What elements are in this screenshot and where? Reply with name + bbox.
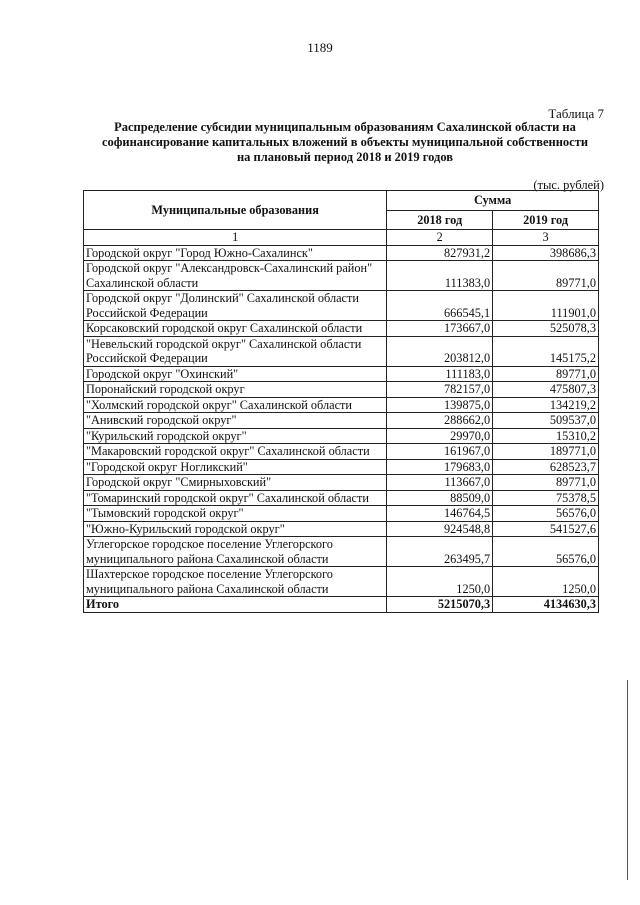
page-number: 1189	[307, 40, 333, 55]
municipality-name	[84, 444, 387, 460]
title-line: на плановый период 2018 и 2019 годов	[236, 150, 454, 164]
value-2018: 1250,0	[387, 567, 493, 597]
value-2018: 111183,0	[387, 366, 493, 382]
value-2019: 475807,3	[493, 382, 599, 398]
table-body	[84, 245, 599, 597]
municipality-name-line: Углегорское городское поселение Углегорского	[86, 537, 333, 551]
total-row	[84, 597, 599, 613]
municipality-name-line: "Анивский городской округ"	[86, 413, 237, 427]
municipality-name-line: "Курильский городской округ"	[86, 428, 247, 443]
value-2018: 29970,0	[387, 428, 493, 444]
municipality-name-line: "Городской округ Ногликский"	[86, 459, 248, 474]
municipality-name	[84, 397, 387, 413]
table-row	[84, 291, 599, 321]
municipality-name	[84, 428, 387, 444]
value-2018: 666545,1	[387, 291, 493, 321]
table-row	[84, 444, 599, 460]
value-2018: 179683,0	[387, 459, 493, 475]
value-2019: 134219,2	[493, 397, 599, 413]
municipality-name	[84, 336, 387, 366]
column-index: 2	[387, 230, 493, 246]
municipality-name-line: Шахтерское городское поселение Углегорского	[86, 567, 333, 581]
document-title	[85, 120, 605, 165]
municipality-name	[84, 245, 387, 261]
municipality-name	[84, 537, 387, 567]
value-2019: 111901,0	[493, 291, 599, 321]
column-index: 3	[493, 230, 599, 246]
municipality-name-line: Городской округ "Охинский"	[86, 366, 239, 381]
total-2019: 4134630,3	[493, 597, 599, 613]
municipality-name-line: Городской округ "Александровск-Сахалинский район"	[86, 261, 373, 275]
total-2018: 5215070,3	[387, 597, 493, 613]
value-2018: 173667,0	[387, 321, 493, 337]
value-2019: 89771,0	[493, 261, 599, 291]
municipality-name	[84, 321, 387, 337]
municipality-name	[84, 475, 387, 491]
table-row	[84, 261, 599, 291]
table-row	[84, 459, 599, 475]
subsidy-table	[83, 190, 599, 613]
municipality-name	[84, 291, 387, 321]
municipality-name-line: Российской Федерации	[86, 305, 208, 320]
value-2018: 827931,2	[387, 245, 493, 261]
municipality-name-line: Городской округ "Город Южно-Сахалинск"	[86, 245, 313, 260]
table-row	[84, 506, 599, 522]
municipality-name-line: Сахалинской области	[86, 275, 199, 290]
table-row	[84, 397, 599, 413]
municipality-name-line: муниципального района Сахалинской области	[86, 551, 329, 566]
value-2019: 75378,5	[493, 490, 599, 506]
header-municipality: Муниципальные образования	[84, 191, 387, 230]
municipality-name-line: Городской округ "Долинский" Сахалинской области	[86, 291, 359, 305]
municipality-name	[84, 521, 387, 537]
title-line: Распределение субсидии муниципальным образованиям Сахалинской области на	[114, 120, 576, 134]
municipality-name-line: Российской Федерации	[86, 351, 208, 365]
value-2019: 89771,0	[493, 475, 599, 491]
value-2018: 88509,0	[387, 490, 493, 506]
municipality-name	[84, 459, 387, 475]
municipality-name-line: "Холмский городской округ" Сахалинской области	[86, 397, 353, 412]
value-2019: 56576,0	[493, 506, 599, 522]
table-row	[84, 490, 599, 506]
municipality-name-line: муниципального района Сахалинской области	[86, 581, 329, 596]
municipality-name	[84, 261, 387, 291]
unit-note: (тыс. рублей)	[533, 178, 604, 192]
municipality-name-line: "Южно-Курильский городской округ"	[86, 521, 285, 536]
value-2018: 263495,7	[387, 537, 493, 567]
municipality-name	[84, 366, 387, 382]
municipality-name-line: "Невельский городской округ" Сахалинской области	[86, 336, 362, 351]
municipality-name-line: Поронайский городской округ	[86, 382, 245, 396]
municipality-name	[84, 382, 387, 398]
value-2019: 56576,0	[493, 537, 599, 567]
table-row	[84, 336, 599, 366]
value-2019: 89771,0	[493, 366, 599, 382]
value-2018: 288662,0	[387, 413, 493, 429]
value-2018: 924548,8	[387, 521, 493, 537]
value-2019: 628523,7	[493, 459, 599, 475]
municipality-name	[84, 506, 387, 522]
table-row	[84, 521, 599, 537]
municipality-name	[84, 413, 387, 429]
municipality-name-line: "Томаринский городской округ" Сахалинской области	[86, 490, 369, 505]
table-row	[84, 567, 599, 597]
header-sum: Сумма	[387, 191, 599, 211]
municipality-name	[84, 567, 387, 597]
value-2019: 145175,2	[493, 336, 599, 366]
value-2019: 15310,2	[493, 428, 599, 444]
value-2019: 509537,0	[493, 413, 599, 429]
table-row	[84, 537, 599, 567]
table-row	[84, 413, 599, 429]
value-2018: 146764,5	[387, 506, 493, 522]
table-row	[84, 475, 599, 491]
total-label: Итого	[84, 597, 387, 613]
municipality-name-line: "Тымовский городской округ"	[86, 506, 244, 520]
table-row	[84, 245, 599, 261]
value-2019: 398686,3	[493, 245, 599, 261]
municipality-name	[84, 490, 387, 506]
value-2019: 525078,3	[493, 321, 599, 337]
header-year-2019: 2019 год	[493, 210, 599, 230]
municipality-name-line: Городской округ "Смирныховский"	[86, 475, 272, 489]
table-row	[84, 321, 599, 337]
header-year-2018: 2018 год	[387, 210, 493, 230]
value-2018: 203812,0	[387, 336, 493, 366]
table-row	[84, 382, 599, 398]
value-2018: 113667,0	[387, 475, 493, 491]
value-2018: 111383,0	[387, 261, 493, 291]
value-2018: 139875,0	[387, 397, 493, 413]
table-label: Таблица 7	[548, 106, 604, 121]
value-2018: 161967,0	[387, 444, 493, 460]
municipality-name-line: Корсаковский городской округ Сахалинской области	[86, 321, 363, 335]
value-2019: 1250,0	[493, 567, 599, 597]
municipality-name-line: "Макаровский городской округ" Сахалинской области	[86, 444, 370, 458]
value-2018: 782157,0	[387, 382, 493, 398]
value-2019: 541527,6	[493, 521, 599, 537]
table-row	[84, 366, 599, 382]
column-index: 1	[84, 230, 387, 246]
title-line: софинансирование капитальных вложений в объекты муниципальной собственности	[101, 135, 589, 149]
table-row	[84, 428, 599, 444]
value-2019: 189771,0	[493, 444, 599, 460]
scan-margin-line	[627, 680, 628, 880]
